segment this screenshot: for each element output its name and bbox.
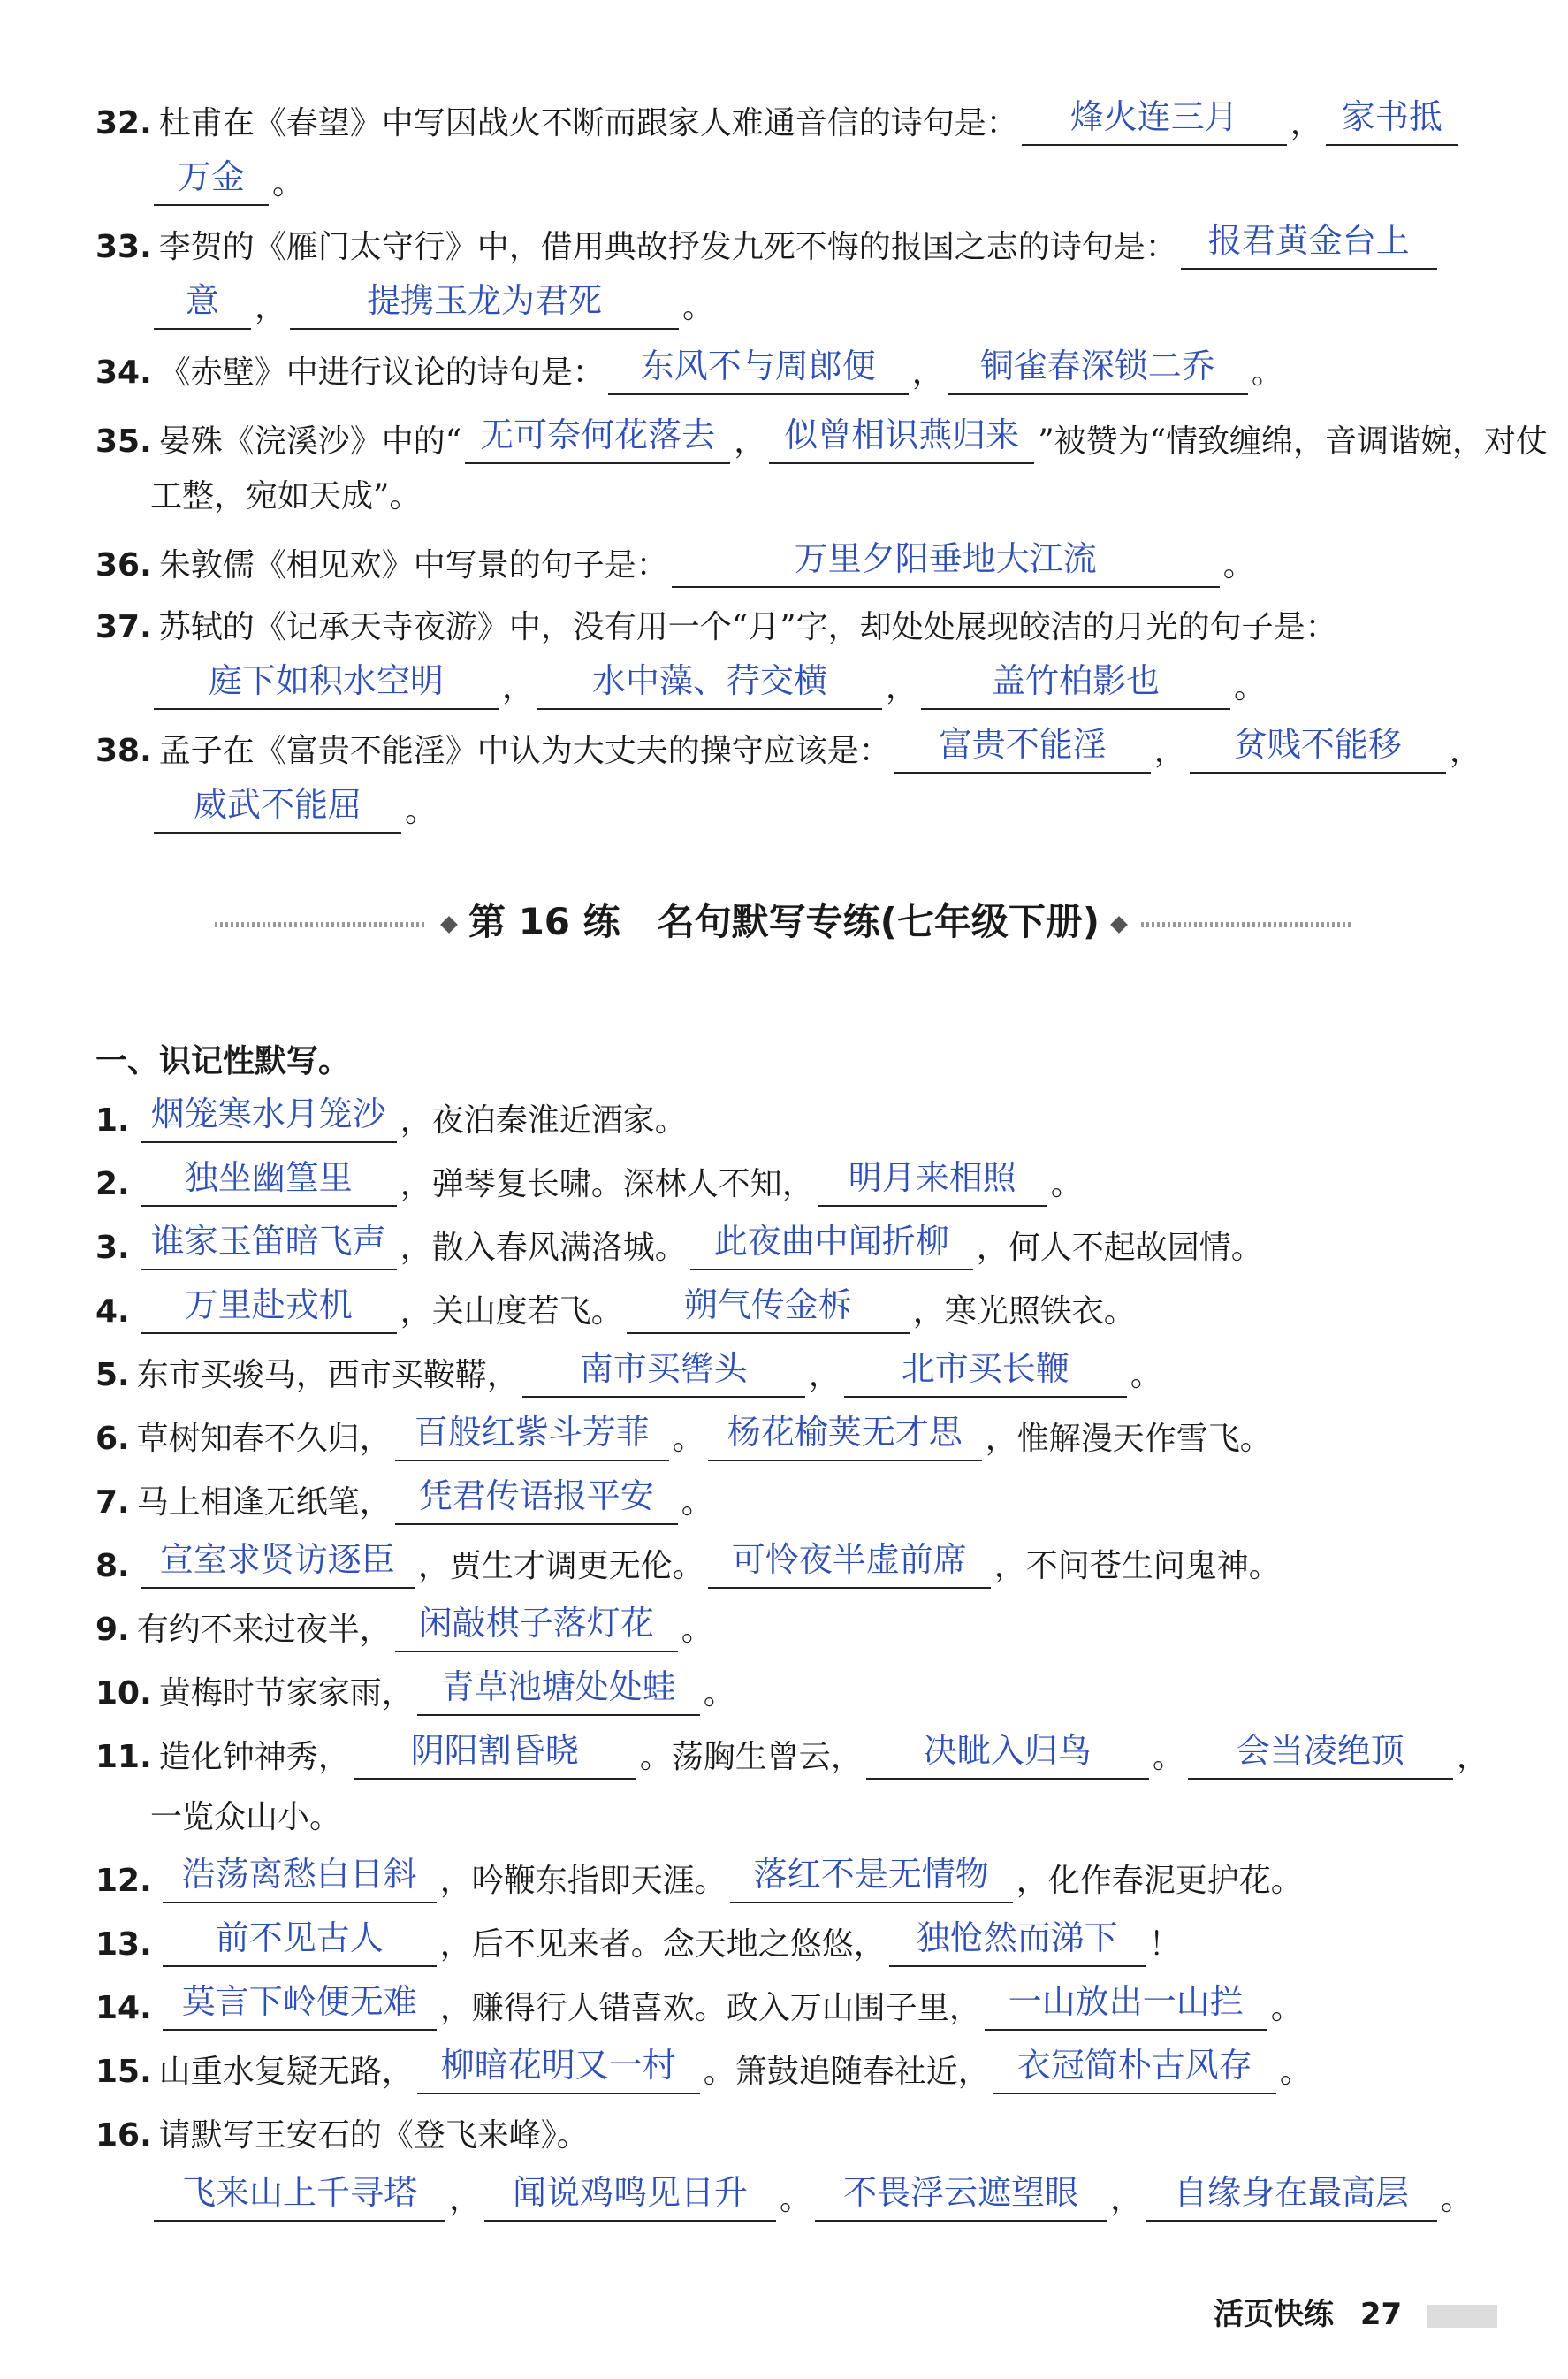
item-12: 12. 浩荡离愁白日斜 ，吟鞭东指即天涯。 落红不是无情物 ，化作春泥更护花。 <box>95 1855 1488 1908</box>
answer-blank[interactable]: 似曾相识燕归来 <box>769 420 1034 464</box>
answer-blank[interactable]: 闻说鸡鸣见日升 <box>484 2177 776 2222</box>
answer-blank[interactable]: 青草池塘处处蛙 <box>417 1672 700 1716</box>
answer-blank[interactable]: 飞来山上千寻塔 <box>154 2177 445 2222</box>
question-text: 晏殊《浣溪沙》中的“ <box>158 423 462 460</box>
question-32: 32. 杜甫在《春望》中写因战火不断而跟家人难通音信的诗句是： 烽火连三月 ， 家书抵 <box>95 97 1488 150</box>
question-text: 杜甫在《春望》中写因战火不断而跟家人难通音信的诗句是： <box>158 105 1018 141</box>
question-number: 37. <box>95 609 152 645</box>
section-title <box>0 893 1568 946</box>
question-33 <box>95 221 1488 274</box>
answer-blank[interactable]: 铜雀春深锁二乔 <box>948 351 1248 395</box>
answer-blank[interactable]: 凭君传语报平安 <box>395 1481 678 1525</box>
item-7: 7. 马上相逢无纸笔， 凭君传语报平安 。 <box>95 1476 1488 1529</box>
answer-blank[interactable]: 不畏浮云遮望眼 <box>815 2177 1107 2222</box>
answer-blank[interactable]: 一山放出一山拦 <box>985 1986 1267 2031</box>
answer-blank[interactable]: 可怜夜半虚前席 <box>708 1544 991 1589</box>
answer-blank[interactable]: 东风不与周郎便 <box>608 351 909 395</box>
answer-blank[interactable]: 阴阳割昏晓 <box>354 1735 636 1780</box>
answer-blank[interactable]: 威武不能屈 <box>154 789 401 834</box>
answer-blank[interactable]: 自缘身在最高层 <box>1146 2177 1437 2222</box>
item-15: 15. 山重水复疑无路， 柳暗花明又一村 。箫鼓追随春社近， 衣冠简朴古风存 。 <box>95 2046 1488 2099</box>
answer-blank[interactable]: 提携玉龙为君死 <box>290 286 679 330</box>
question-number: 34. <box>95 355 152 391</box>
question-33-cont: 意 ， 提携玉龙为君死 。 <box>150 281 1488 334</box>
answer-blank[interactable]: 闲敲棋子落灯花 <box>395 1608 678 1652</box>
answer-blank[interactable]: 意 <box>154 286 251 330</box>
item-9: 9. 有约不来过夜半， 闲敲棋子落灯花 。 <box>95 1604 1488 1657</box>
answer-blank[interactable]: 水中藻、荇交横 <box>537 666 882 710</box>
answer-blank[interactable]: 衣冠简朴古风存 <box>993 2050 1276 2094</box>
section-title-text: 第 16 练 名句默写专练(七年级下册) <box>468 900 1100 943</box>
page-footer <box>1214 2290 1497 2333</box>
question-37-cont: 庭下如积水空明 ， 水中藻、荇交横 ， 盖竹柏影也 。 <box>150 661 1488 714</box>
answer-blank[interactable]: 烟笼寒水月笼沙 <box>141 1099 397 1143</box>
question-34: 34. 《赤壁》中进行议论的诗句是： 东风不与周郎便 ， 铜雀春深锁二乔 。 <box>95 347 1488 400</box>
answer-blank[interactable]: 杨花榆荚无才思 <box>708 1417 982 1461</box>
answer-blank[interactable]: 宣室求贤访逐臣 <box>141 1544 415 1589</box>
question-38: 38. 孟子在《富贵不能淫》中认为大丈夫的操守应该是： 富贵不能淫 ， 贫贱不能移 ， <box>95 725 1488 778</box>
question-35: 35. 晏殊《浣溪沙》中的“ 无可奈何花落去 ， 似曾相识燕归来 ”被赞为“情致缠绵，音调谐婉，对仗 <box>95 416 1488 469</box>
question-36: 36. 朱敦儒《相见欢》中写景的句子是： 万里夕阳垂地大江流 。 <box>95 539 1488 592</box>
question-35-cont: 工整，宛如天成”。 <box>150 478 422 515</box>
item-4: 4. 万里赴戎机 ，关山度若飞。 朔气传金柝 ，寒光照铁衣。 <box>95 1285 1488 1338</box>
answer-blank[interactable]: 谁家玉笛暗飞声 <box>141 1226 397 1270</box>
question-text: 苏轼的《记承天寺夜游》中，没有用一个“月”字，却处处展现皎洁的月光的句子是： <box>158 609 1337 645</box>
question-number: 33. <box>95 229 152 265</box>
answer-blank[interactable]: 贫贱不能移 <box>1190 729 1446 774</box>
item-3: 3. 谁家玉笛暗飞声 ，散入春风满洛城。 此夜曲中闻折柳 ，何人不起故园情。 <box>95 1222 1488 1275</box>
answer-blank[interactable]: 莫言下岭便无难 <box>163 1986 437 2031</box>
item-1: 1. 烟笼寒水月笼沙 ，夜泊秦淮近酒家。 <box>95 1094 1488 1148</box>
footer-label: 活页快练 <box>1213 2297 1334 2332</box>
answer-blank[interactable]: 独坐幽篁里 <box>141 1163 397 1207</box>
answer-blank[interactable]: 报君黄金台上 <box>1181 225 1437 270</box>
answer-blank[interactable]: 庭下如积水空明 <box>154 666 499 710</box>
page-number: 27 <box>1359 2297 1403 2332</box>
question-text: 李贺的《雁门太守行》中，借用典故抒发九死不悔的报国之志的诗句是： <box>158 229 1177 265</box>
title-rule-left <box>215 922 427 927</box>
answer-blank[interactable]: 北市买长鞭 <box>844 1353 1127 1398</box>
answer-blank[interactable]: 万里夕阳垂地大江流 <box>672 544 1220 588</box>
answer-blank[interactable]: 柳暗花明又一村 <box>417 2050 700 2094</box>
answer-blank[interactable]: 万金 <box>154 162 269 206</box>
question-text: 朱敦儒《相见欢》中写景的句子是： <box>158 547 668 583</box>
question-number: 38. <box>95 733 152 769</box>
answer-blank[interactable]: 无可奈何花落去 <box>465 420 730 464</box>
item-6: 6. 草树知春不久归， 百般红紫斗芳菲 。 杨花榆荚无才思 ，惟解漫天作雪飞。 <box>95 1413 1488 1466</box>
answer-blank[interactable]: 独怆然而涕下 <box>889 1923 1146 1967</box>
answer-blank[interactable]: 明月来相照 <box>818 1163 1047 1207</box>
question-number: 32. <box>95 105 152 141</box>
answer-blank[interactable]: 此夜曲中闻折柳 <box>690 1226 973 1270</box>
answer-blank[interactable]: 前不见古人 <box>163 1923 437 1967</box>
item-5: 5. 东市买骏马，西市买鞍鞯， 南市买辔头 ， 北市买长鞭 。 <box>95 1349 1488 1402</box>
answer-blank[interactable]: 落红不是无情物 <box>730 1859 1013 1903</box>
question-number: 35. <box>95 423 152 460</box>
subhead: 一、识记性默写。 <box>95 1043 351 1079</box>
answer-blank[interactable]: 决眦入归鸟 <box>866 1735 1149 1780</box>
answer-blank[interactable]: 会当凌绝顶 <box>1188 1735 1453 1780</box>
item-16-cont: 飞来山上千寻塔 ， 闻说鸡鸣见日升 。 不畏浮云遮望眼 ， 自缘身在最高层 。 <box>150 2173 1488 2226</box>
title-ornament-icon <box>1110 916 1128 934</box>
answer-blank[interactable]: 富贵不能淫 <box>894 729 1151 774</box>
answer-blank[interactable]: 家书抵 <box>1326 102 1458 146</box>
item-8: 8. 宣室求贤访逐臣 ，贾生才调更无伦。 可怜夜半虚前席 ，不问苍生问鬼神。 <box>95 1540 1488 1593</box>
answer-blank[interactable]: 南市买辔头 <box>522 1353 805 1398</box>
footer-bar-decoration <box>1427 2305 1497 2328</box>
item-13: 13. 前不见古人 ，后不见来者。念天地之悠悠， 独怆然而涕下 ！ <box>95 1918 1488 1971</box>
question-32-cont: 万金 。 <box>150 157 1488 210</box>
question-text: 《赤壁》中进行议论的诗句是： <box>158 355 605 391</box>
answer-blank[interactable]: 万里赴戎机 <box>141 1290 397 1334</box>
item-2: 2. 独坐幽篁里 ，弹琴复长啸。深林人不知， 明月来相照 。 <box>95 1158 1488 1211</box>
question-38-cont: 威武不能屈 。 <box>150 785 1488 838</box>
answer-blank[interactable]: 盖竹柏影也 <box>921 666 1230 710</box>
answer-blank[interactable]: 朔气传金柝 <box>627 1290 910 1334</box>
item-11: 11. 造化钟神秀， 阴阳割昏晓 。荡胸生曾云， 决眦入归鸟 。 会当凌绝顶 ， <box>95 1731 1488 1784</box>
item-11-cont: 一览众山小。 <box>150 1799 342 1835</box>
item-16: 16. 请默写王安石的《登飞来峰》。 <box>95 2117 589 2154</box>
item-14: 14. 莫言下岭便无难 ，赚得行人错喜欢。政入万山围子里， 一山放出一山拦 。 <box>95 1982 1488 2035</box>
answer-blank[interactable]: 浩荡离愁白日斜 <box>163 1859 437 1903</box>
item-10: 10. 黄梅时节家家雨， 青草池塘处处蛙 。 <box>95 1667 1488 1720</box>
question-number: 36. <box>95 547 152 583</box>
answer-blank[interactable]: 百般红紫斗芳菲 <box>395 1417 669 1461</box>
title-ornament-icon <box>440 916 458 934</box>
answer-blank[interactable]: 烽火连三月 <box>1022 102 1287 146</box>
question-text: 孟子在《富贵不能淫》中认为大丈夫的操守应该是： <box>158 733 891 769</box>
title-rule-right <box>1141 922 1353 927</box>
question-37 <box>95 601 1488 654</box>
